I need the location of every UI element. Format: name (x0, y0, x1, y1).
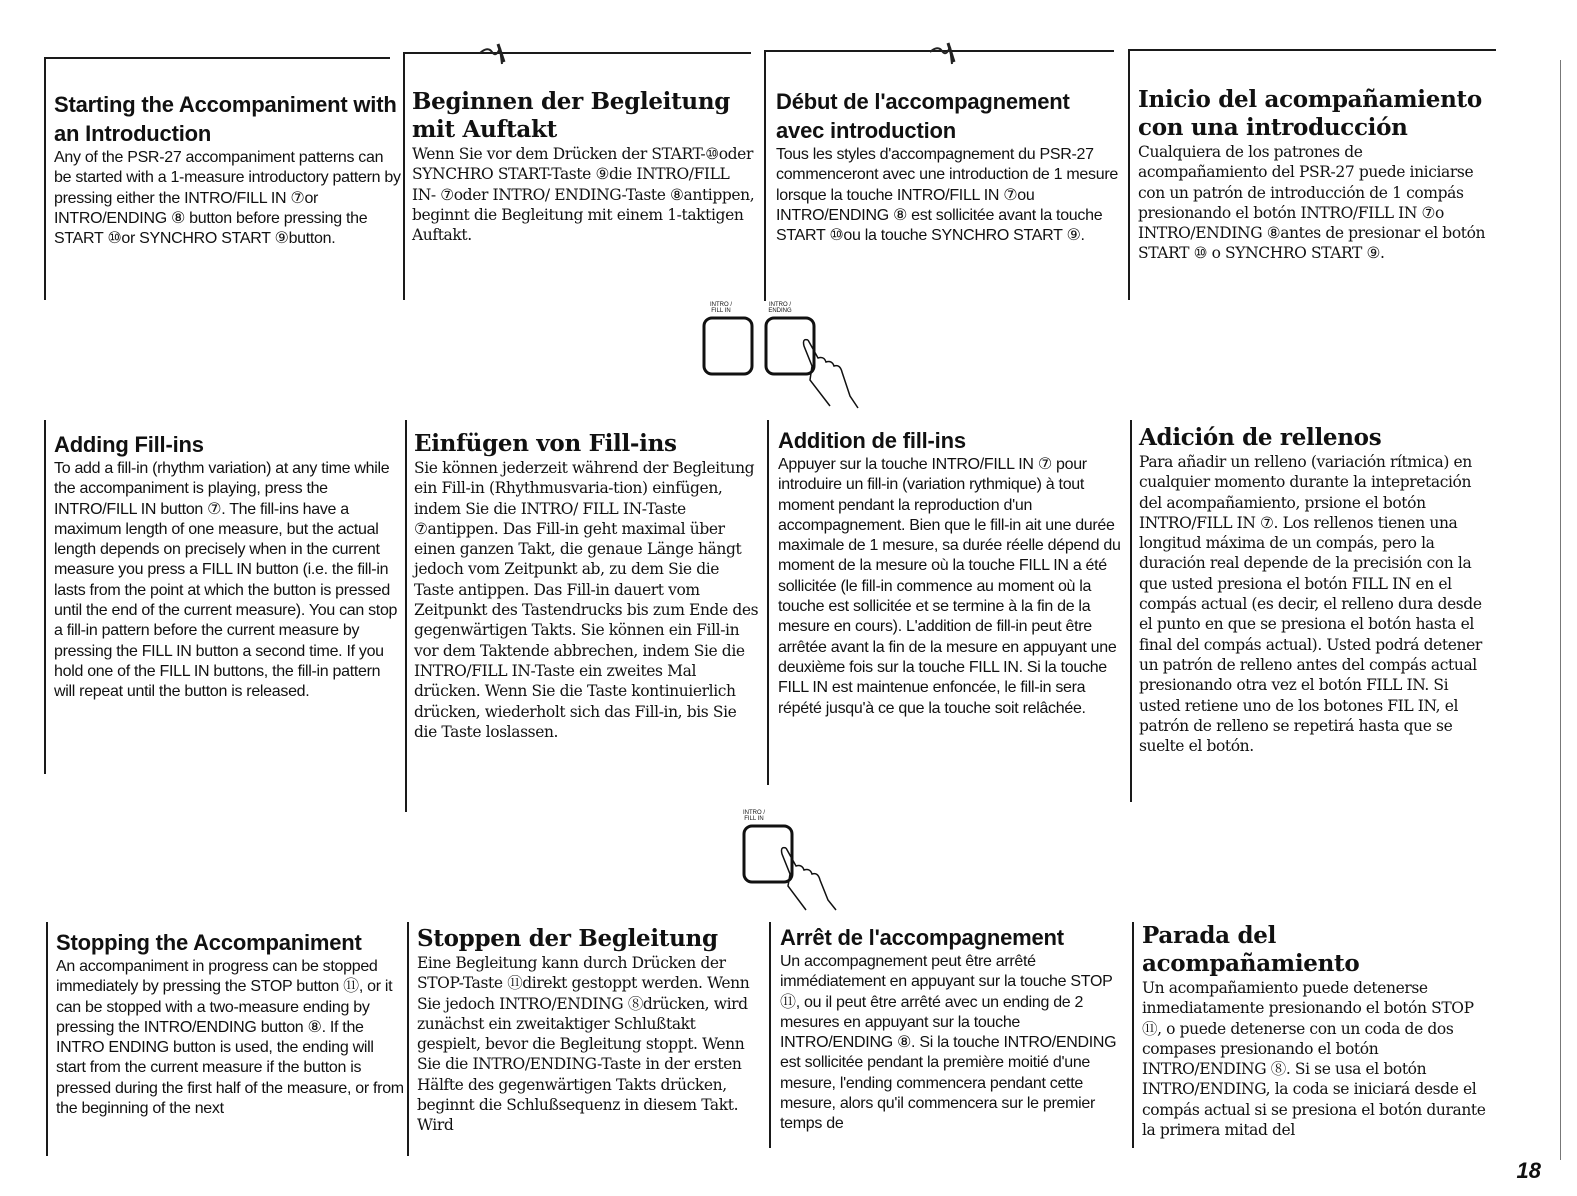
section-body: An accompaniment in progress can be stopped immediately by pressing the STOP button ⑪, or it can be stopped with a two-measure ending by pressing the INTRO/ENDING button ⑧. If the INTRO ENDING button is used, the ending will start from the current measure if the button is pressed during the first half of the measure, or from the beginning of the next (56, 958, 404, 1118)
intro-fill-in-label: INTRO / FILL IN (710, 302, 732, 314)
section-body: To add a fill-in (rhythm variation) at any time while the accompaniment is playing, press the INTRO/FILL IN button ⑦. The fill-ins have a maximum length of one measure, but the actual length depends on precisely when in the current measure you press a FILL IN button (i.e. the fill-in lasts from the point at which the button is pressed until the end of the current measure). You can stop a fill-in pattern before the current measure by pressing the FILL IN button a second time. If you hold one of the FILL IN buttons, the fill-in pattern will repeat until the button is released. (54, 460, 398, 701)
section-stop-en (56, 928, 404, 1119)
intro-ending-button-icon (766, 318, 814, 374)
rule-v (405, 420, 407, 812)
section-intro-fr (776, 87, 1122, 246)
section-intro-en (54, 90, 402, 249)
rule-v (1128, 50, 1130, 300)
section-title: Inicio del acompañamiento con una introducción (1138, 86, 1482, 141)
binder-mark-icon (928, 38, 968, 68)
rule-v (1132, 922, 1134, 1148)
section-stop-es (1142, 922, 1492, 1140)
rule-v (46, 922, 48, 1156)
intro-fill-in-button-icon (744, 826, 792, 882)
intro-buttons-illustration (700, 316, 860, 412)
intro-fill-in-label: INTRO / FILL IN (743, 810, 765, 822)
section-title: Adición de rellenos (1139, 424, 1382, 451)
section-body: Un acompañamiento puede detenerse inmediatamente presionando el botón STOP ⑪, o puede detenerse con un coda de dos compases presionando el botón INTRO/ENDING ⑧. Si se usa el botón INTRO/ENDING, la coda se iniciará desde el compás actual si se presiona el botón durante la primera mitad del (1142, 979, 1486, 1140)
section-body: Any of the PSR-27 accompaniment patterns can be started with a 1-measure introductory pattern by pressing either the INTRO/FILL IN ⑦or INTRO/ENDING ⑧ button before pressing the START ⑩or SYNCHRO START ⑨button. (54, 149, 401, 248)
top-rule-de (403, 52, 751, 54)
section-stop-de (417, 925, 762, 1136)
section-fill-es (1139, 424, 1489, 756)
section-body: Eine Begleitung kann durch Drücken der STOP-Taste ⑪direkt gestoppt werden. Wenn Sie jedoch INTRO/ENDING ⑧drücken, wird zunächst ein zweitaktiger Schlußtakt gespielt, bevor die Begleitung stoppt. Wenn Sie die INTRO/ENDING-Taste in der ersten Hälfte des gegenwärtigen Takts drücken, beginnt die Schlußsequenz in diesem Takt. Wird (417, 954, 750, 1135)
section-body: Wenn Sie vor dem Drücken der START-⑩oder SYNCHRO START-Taste ⑨die INTRO/FILL IN- ⑦oder INTRO/ ENDING-Taste ⑧antippen, beginnt die Begleitung mit einem 1-taktigen Auftakt. (412, 145, 755, 245)
section-title: Addition de fill-ins (778, 428, 966, 453)
section-body: Un accompagnement peut être arrêté immédiatement en appuyant sur la touche STOP ⑪, ou il peut être arrêté avec un ending de 2 mesures en appuyant sur la touche INTRO/ENDING ⑧. Si la touche INTRO/ENDING est sollicitée pendant la première moitié d'une mesure, l'ending commencera pendant cette mesure, alors qu'il commencera sur le premier temps de (780, 953, 1117, 1133)
intro-fill-in-button-icon (704, 318, 752, 374)
section-body: Appuyer sur la touche INTRO/FILL IN ⑦ pour introduire un fill-in (variation rythmique) à tout moment pendant la reproduction d'un accompagnement. Bien que le fill-in ait une durée maximale de 1 mesure, sa durée réelle dépend du moment de la mesure où la touche FILL IN a été sollicitée (le fill-in commence au moment où la touche est sollicitée et se termine à la fin de la mesure en cours). L'addition de fill-in peut être arrêtée avant la fin de la mesure en appuyant une deuxième fois sur la touche FILL IN. Si la touche FILL IN est maintenue enfoncée, le fill-in sera répété jusqu'à ce que la touche soit relâchée. (778, 456, 1121, 717)
section-body: Sie können jederzeit während der Begleitung ein Fill-in (Rhythmusvaria-tion) einfügen, indem Sie die INTRO/ FILL IN-Taste ⑦antippen. Das Fill-in geht maximal über einen ganzen Takt, die genaue Länge hängt jedoch vom Zeitpunkt ab, zu dem Sie die Taste antippen. Das Fill-in dauert vom Zeitpunkt des Tastendrucks bis zum Ende des gegenwärtigen Takts. Sie können ein Fill-in vor dem Taktende abbrechen, indem Sie die INTRO/FILL IN-Taste ein zweites Mal drücken. Wenn Sie die Taste kontinuierlich drücken, wiederholt sich das Fill-in, bis Sie die Taste loslassen. (414, 459, 759, 741)
section-title: Parada del acompañamiento (1142, 922, 1360, 977)
section-title: Stoppen der Begleitung (417, 925, 718, 952)
rule-v (767, 420, 769, 785)
section-body: Cualquiera de los patrones de acompañamiento del PSR-27 puede iniciarse con un patrón de introducción de 1 compás presionando el botón INTRO/FILL IN ⑦o INTRO/ENDING ⑧antes de presionar el botón START ⑩ o SYNCHRO START ⑨. (1138, 143, 1486, 263)
section-body: Tous les styles d'accompagnement du PSR-27 commenceront avec une introduction de 1 mesure lorsque la touche INTRO/FILL IN ⑦ou INTRO/ENDING ⑧ est sollicitée avant la touche START ⑩ou la touche SYNCHRO START ⑨. (776, 146, 1118, 245)
binder-mark-icon (478, 38, 518, 68)
section-body: Para añadir un relleno (variación rítmica) en cualquier momento durante la intepretación del acompañamiento, prsione el botón INTRO/FILL IN ⑦. Los rellenos tienen una longitud máxima de un compás, pero la duración real depende de la precisión con la que usted presiona el botón FILL IN en el compás actual (es decir, el relleno dura desde el punto en que se presiona el botón hasta el final del compás actual). Usted podrá detener un patrón de relleno antes del compás actual presionando otra vez el botón FILL IN. Si usted retiene uno de los botones FIL IN, el patrón de relleno se repetirá hasta que se suelte el botón. (1139, 453, 1482, 756)
section-stop-fr (780, 923, 1126, 1135)
rule-v (769, 922, 771, 1148)
section-intro-de (412, 88, 757, 245)
rule-v (764, 51, 766, 301)
rule-v (1130, 420, 1132, 802)
section-fill-fr (778, 426, 1124, 719)
section-title: Adding Fill-ins (54, 432, 204, 457)
section-title: Arrêt de l'accompagnement (780, 925, 1064, 950)
section-intro-es (1138, 86, 1488, 264)
section-fill-de (414, 430, 759, 742)
intro-ending-label: INTRO / ENDING (768, 302, 792, 314)
top-rule-en (44, 57, 390, 59)
section-title: Beginnen der Begleitung mit Auftakt (412, 88, 731, 143)
section-title: Début de l'accompagnement avec introduction (776, 89, 1070, 143)
fill-in-button-illustration (740, 824, 850, 914)
rule-v (403, 53, 405, 300)
rule-v (407, 922, 409, 1156)
section-title: Stopping the Accompaniment (56, 930, 362, 955)
section-fill-en (54, 430, 402, 703)
rule-v (44, 58, 46, 300)
rule-v (44, 420, 46, 774)
section-title: Starting the Accompaniment with an Introduction (54, 92, 397, 146)
top-rule-es (1128, 49, 1496, 51)
page-number: 18 (1516, 1158, 1541, 1183)
section-title: Einfügen von Fill-ins (414, 430, 677, 457)
page-edge (1560, 60, 1561, 1160)
